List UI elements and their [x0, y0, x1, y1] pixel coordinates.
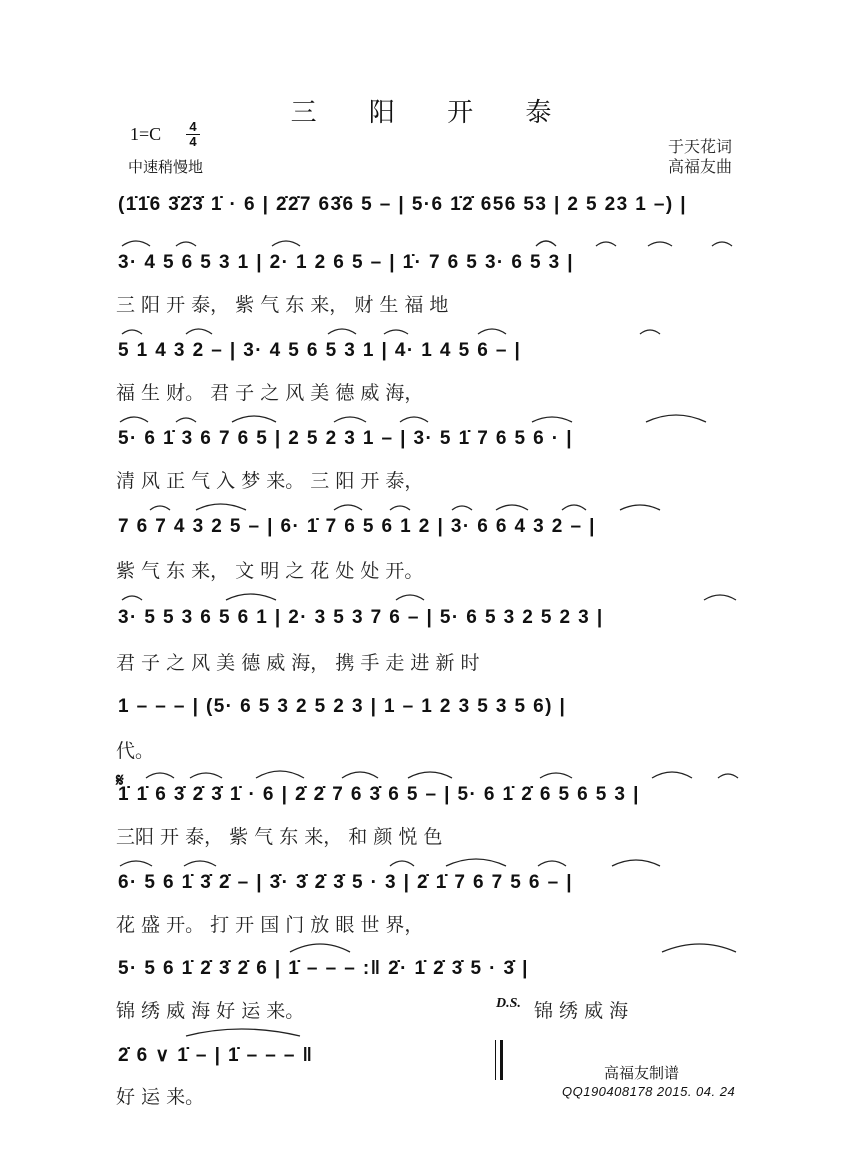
notation-line: 1̇ 1̇ 6 3̇ 2̇ 3̇ 1̇ · 6 | 2̇ 2̇ 7 6 3̇ 6 5 – | 5· 6 1̇ 2̇ 6 5 6 5 3 | [118, 784, 640, 805]
time-signature-bottom: 4 [189, 134, 197, 149]
lyric-line: 三阳 开 泰， 紫 气 东 来， 和 颜 悦 色 [116, 826, 443, 848]
lyric-line: 清 风 正 气 入 梦 来。 三 阳 开 泰， [116, 470, 424, 492]
song-title: 三 阳 开 泰 [290, 98, 574, 128]
notation-line: 5 1 4 3 2 – | 3· 4 5 6 5 3 1 | 4· 1 4 5 6 – | [118, 340, 522, 361]
engraver-contact-date: QQ190408178 2015. 04. 24 [562, 1084, 736, 1099]
notation-line: 5· 5 6 1̇ 2̇ 3̇ 2̇ 6 | 1̇ – – – :‖ 2̇· 1̇ 2̇ 3̇ 5 · 3̇ | [118, 958, 529, 979]
time-signature-top: 4 [189, 119, 197, 134]
lyric-line: 紫 气 东 来， 文 明 之 花 处 处 开。 [116, 560, 424, 582]
lyric-line: 三 阳 开 泰， 紫 气 东 来， 财 生 福 地 [116, 294, 449, 316]
dal-segno-marking: D.S. [496, 996, 521, 1011]
tempo-marking: 中速稍慢地 [128, 158, 204, 176]
notation-line: 3· 4 5 6 5 3 1 | 2· 1 2 6 5 – | 1̇· 7 6 5 3· 6 5 3 | [118, 252, 574, 273]
notation-line: 5· 6 1̇ 3 6 7 6 5 | 2 5 2 3 1 – | 3· 5 1̇ 7 6 5 6 · | [118, 428, 573, 449]
ds-lyric-line: 锦 绣 威 海 [534, 1000, 629, 1022]
notation-line: 7 6 7 4 3 2 5 – | 6· 1̇ 7 6 5 6 1 2 | 3· 6 6 4 3 2 – | [118, 516, 596, 537]
notation-line: (1̇1̇6 3̇2̇3̇ 1̇ · 6 | 2̇2̇7 63̇6 5 – | 5·6 1̇2̇ 656 53 | 2 5 23 1 –) | [118, 194, 688, 215]
notation-line: 3· 5 5 3 6 5 6 1 | 2· 3 5 3 7 6 – | 5· 6 5 3 2 5 2 3 | [118, 607, 604, 628]
segno-sign: 𝄋 [116, 770, 124, 791]
key-signature: 1=C [130, 124, 162, 144]
notation-line: 1 – – – | (5· 6 5 3 2 5 2 3 | 1 – 1 2 3 5 3 5 6) | [118, 696, 567, 717]
notation-line: 6· 5 6 1̇ 3̇ 2̇ – | 3̇· 3̇ 2̇ 3̇ 5 · 3 | 2̇ 1̇ 7 6 7 5 6 – | [118, 872, 573, 893]
lyric-line: 福 生 财。 君 子 之 风 美 德 威 海， [116, 382, 424, 404]
lyric-line: 花 盛 开。 打 开 国 门 放 眼 世 界， [116, 914, 424, 936]
lyric-line: 锦 绣 威 海 好 运 来。 [116, 1000, 305, 1022]
lyric-line: 君 子 之 风 美 德 威 海， 携 手 走 进 新 时 [116, 652, 480, 674]
lyric-line: 代。 [116, 740, 155, 762]
lyric-line: 好 运 来。 [116, 1086, 205, 1108]
engraver-credit: 高福友制谱 [604, 1064, 680, 1082]
composer-credit: 高福友曲 [668, 157, 733, 176]
notation-line: 2̇ 6 ∨ 1̇ – | 1̇ – – – ‖ [118, 1045, 314, 1066]
lyricist-credit: 于天花词 [668, 137, 733, 156]
